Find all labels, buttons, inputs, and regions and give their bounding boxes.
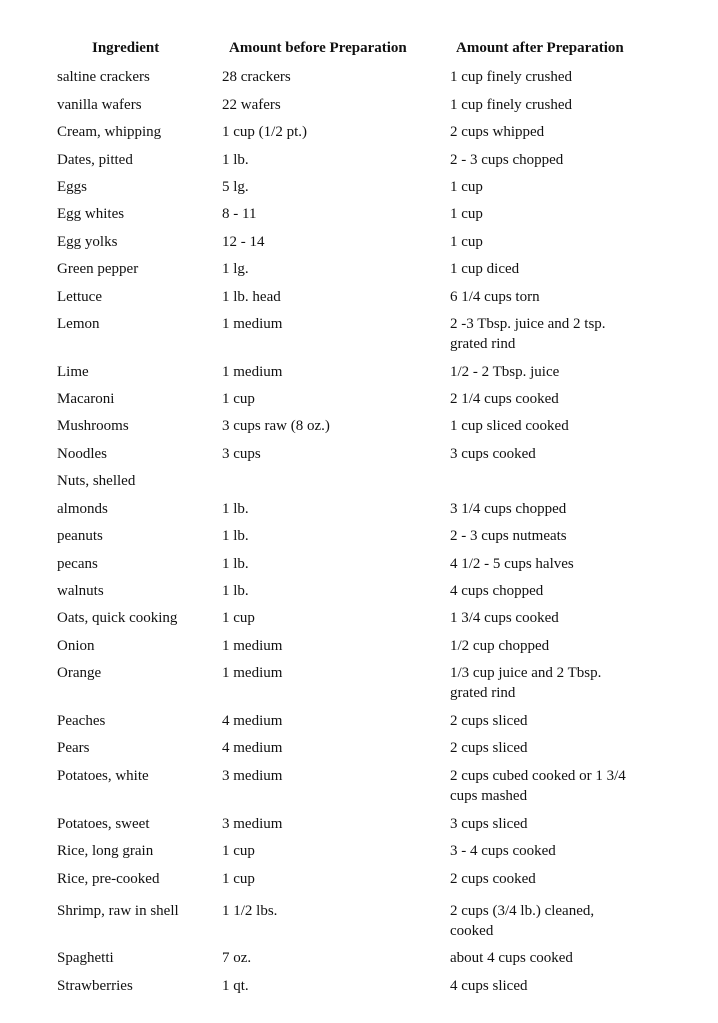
ingredient-cell: Dates, pitted [57, 152, 133, 168]
amount-after-cell: 6 1/4 cups torn [450, 289, 540, 305]
amount-after-cell: 4 cups sliced [450, 978, 528, 994]
amount-after-cell: 4 cups chopped [450, 583, 544, 599]
amount-after-cell: 1 cup finely crushed [450, 69, 573, 85]
ingredient-cell: Green pepper [57, 261, 139, 277]
ingredient-cell: Cream, whipping [57, 124, 162, 140]
ingredient-cell: pecans [57, 556, 98, 572]
ingredient-cell: Pears [57, 740, 90, 756]
amount-before-cell: 1 lb. [222, 556, 249, 572]
amount-after-cell: 1 cup [450, 179, 483, 195]
amount-before-cell: 1 lb. head [222, 289, 281, 305]
amount-after-cell: 2 1/4 cups cooked [450, 391, 559, 407]
amount-after-cell: 2 cups sliced [450, 740, 528, 756]
amount-after-cell: 2 - 3 cups chopped [450, 152, 564, 168]
amount-after-cell: 4 1/2 - 5 cups halves [450, 556, 574, 572]
amount-after-cell: 2 cups sliced [450, 713, 528, 729]
ingredient-cell: Lime [57, 364, 89, 380]
amount-before-cell: 3 medium [222, 768, 283, 784]
amount-before-cell: 1 cup [222, 610, 255, 626]
ingredient-cell: Potatoes, white [57, 768, 149, 784]
ingredient-cell: Rice, long grain [57, 843, 154, 859]
amount-after-cell: 1/2 cup chopped [450, 638, 550, 654]
ingredient-cell: Egg yolks [57, 234, 118, 250]
amount-after-cell: 2 -3 Tbsp. juice and 2 tsp. grated rind [450, 316, 606, 352]
ingredient-cell: almonds [57, 501, 108, 517]
amount-after-cell: 2 cups whipped [450, 124, 545, 140]
ingredient-cell: Macaroni [57, 391, 115, 407]
ingredient-cell: walnuts [57, 583, 104, 599]
amount-before-cell: 1 cup [222, 843, 255, 859]
amount-before-cell: 7 oz. [222, 950, 252, 966]
amount-before-cell: 1 qt. [222, 978, 249, 994]
amount-before-cell: 1 lb. [222, 152, 249, 168]
amount-after-cell: 2 cups cubed cooked or 1 3/4 cups mashed [450, 768, 626, 804]
header-amount-after: Amount after Preparation [456, 40, 624, 56]
ingredient-cell: Mushrooms [57, 418, 129, 434]
amount-after-cell: 1/3 cup juice and 2 Tbsp. grated rind [450, 665, 602, 701]
ingredient-cell: Eggs [57, 179, 87, 195]
amount-after-cell: 1 cup diced [450, 261, 520, 277]
ingredient-cell: Orange [57, 665, 102, 681]
amount-before-cell: 3 cups raw (8 oz.) [222, 418, 330, 434]
ingredient-cell: saltine crackers [57, 69, 150, 85]
amount-after-cell: 3 cups cooked [450, 446, 536, 462]
ingredient-cell: Strawberries [57, 978, 133, 994]
amount-before-cell: 1 lb. [222, 501, 249, 517]
amount-after-cell: 1 cup [450, 234, 483, 250]
amount-before-cell: 28 crackers [222, 69, 291, 85]
amount-before-cell: 3 cups [222, 446, 261, 462]
amount-after-cell: 1 cup [450, 206, 483, 222]
ingredient-cell: Onion [57, 638, 95, 654]
ingredient-cell: Nuts, shelled [57, 473, 136, 489]
header-amount-before: Amount before Preparation [229, 40, 407, 56]
ingredient-cell: Lettuce [57, 289, 102, 305]
ingredient-cell: peanuts [57, 528, 103, 544]
amount-before-cell: 4 medium [222, 740, 283, 756]
ingredient-cell: Rice, pre-cooked [57, 871, 160, 887]
amount-before-cell: 1 lb. [222, 528, 249, 544]
amount-before-cell: 1 medium [222, 364, 283, 380]
amount-after-cell: 1 cup sliced cooked [450, 418, 569, 434]
ingredient-cell: Shrimp, raw in shell [57, 903, 179, 919]
amount-before-cell: 8 - 11 [222, 206, 257, 222]
amount-before-cell: 1 lb. [222, 583, 249, 599]
amount-before-cell: 3 medium [222, 816, 283, 832]
amount-before-cell: 1 medium [222, 316, 283, 332]
amount-before-cell: 1 1/2 lbs. [222, 903, 278, 919]
amount-after-cell: about 4 cups cooked [450, 950, 573, 966]
ingredient-cell: vanilla wafers [57, 97, 142, 113]
amount-before-cell: 1 medium [222, 665, 283, 681]
amount-before-cell: 22 wafers [222, 97, 281, 113]
amount-after-cell: 3 - 4 cups cooked [450, 843, 556, 859]
ingredient-cell: Lemon [57, 316, 100, 332]
amount-after-cell: 1 cup finely crushed [450, 97, 573, 113]
ingredient-cell: Oats, quick cooking [57, 610, 178, 626]
amount-after-cell: 2 cups (3/4 lb.) cleaned, cooked [450, 903, 595, 939]
amount-after-cell: 3 cups sliced [450, 816, 528, 832]
amount-before-cell: 5 lg. [222, 179, 249, 195]
ingredient-cell: Noodles [57, 446, 107, 462]
header-ingredient: Ingredient [92, 40, 160, 56]
ingredient-cell: Potatoes, sweet [57, 816, 150, 832]
amount-before-cell: 1 cup [222, 871, 255, 887]
amount-before-cell: 1 cup (1/2 pt.) [222, 124, 307, 140]
amount-before-cell: 1 lg. [222, 261, 249, 277]
amount-after-cell: 1/2 - 2 Tbsp. juice [450, 364, 560, 380]
amount-before-cell: 1 medium [222, 638, 283, 654]
ingredient-cell: Peaches [57, 713, 106, 729]
amount-before-cell: 1 cup [222, 391, 255, 407]
amount-after-cell: 2 cups cooked [450, 871, 536, 887]
amount-after-cell: 1 3/4 cups cooked [450, 610, 559, 626]
amount-after-cell: 3 1/4 cups chopped [450, 501, 567, 517]
amount-before-cell: 12 - 14 [222, 234, 265, 250]
amount-before-cell: 4 medium [222, 713, 283, 729]
amount-after-cell: 2 - 3 cups nutmeats [450, 528, 567, 544]
ingredient-cell: Egg whites [57, 206, 125, 222]
ingredient-cell: Spaghetti [57, 950, 114, 966]
